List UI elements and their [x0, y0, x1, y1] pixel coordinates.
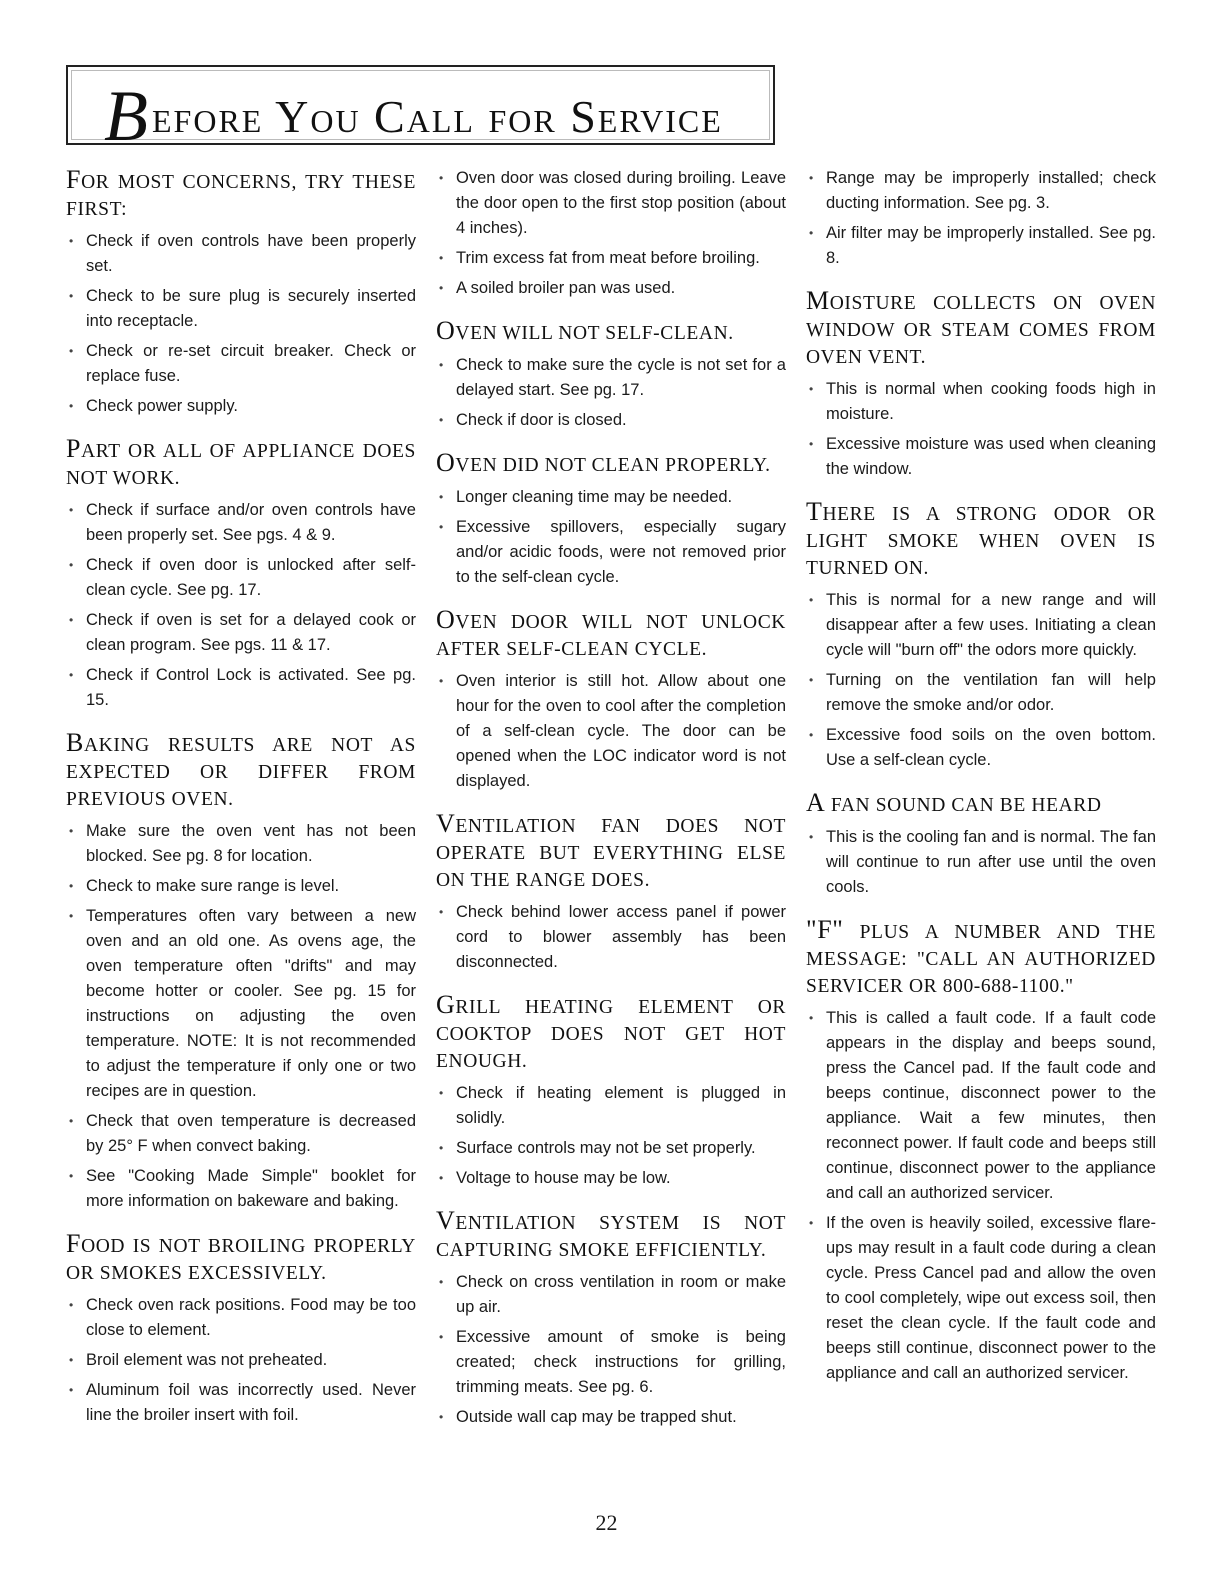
bullet-list: [436, 166, 786, 301]
trouble-section: [806, 789, 1156, 900]
list-item: • Check behind lower access panel if power cord to blower assembly has been disconnected.: [436, 900, 786, 975]
trouble-section: [436, 810, 786, 975]
section-heading: MOISTURE COLLECTS ON OVEN WINDOW OR STEAM COMES FROM OVEN VENT.: [806, 286, 1156, 368]
section-heading: OVEN WILL NOT SELF-CLEAN.: [436, 316, 734, 345]
section-heading: BAKING RESULTS ARE NOT AS EXPECTED OR DIFFER FROM PREVIOUS OVEN.: [66, 728, 416, 810]
bullet-list: [436, 1081, 786, 1191]
list-item: • Range may be improperly installed; check ducting information. See pg. 3.: [806, 166, 1156, 216]
bullet-list: [806, 588, 1156, 773]
list-item: • Check if heating element is plugged in solidly.: [436, 1081, 786, 1131]
bullet-list: [66, 498, 416, 713]
column-1: [66, 166, 416, 1444]
list-item: • This is normal for a new range and will disappear after a few uses. Initiating a clean cycle will "burn off" the odors more quickly.: [806, 588, 1156, 663]
list-item: • Surface controls may not be set properly.: [436, 1136, 786, 1161]
list-item: • Check that oven temperature is decreased by 25° F when convect baking.: [66, 1109, 416, 1159]
trouble-section: [66, 729, 416, 1214]
list-item: • Make sure the oven vent has not been blocked. See pg. 8 for location.: [66, 819, 416, 869]
section-heading: VENTILATION FAN DOES NOT OPERATE BUT EVERYTHING ELSE ON THE RANGE DOES.: [436, 809, 786, 891]
bullet-list: [806, 377, 1156, 482]
trouble-section: [436, 606, 786, 794]
page-number: 22: [595, 1510, 618, 1535]
trouble-section: [806, 498, 1156, 773]
section-heading: FOR MOST CONCERNS, TRY THESE FIRST:: [66, 165, 416, 220]
list-item: • Turning on the ventilation fan will help remove the smoke and/or odor.: [806, 668, 1156, 718]
trouble-section: [806, 166, 1156, 271]
bullet-list: [436, 900, 786, 975]
list-item: • Check to be sure plug is securely inserted into receptacle.: [66, 284, 416, 334]
list-item: • Oven door was closed during broiling. Leave the door open to the first stop position (about 4 inches).: [436, 166, 786, 241]
bullet-list: [66, 229, 416, 419]
section-heading: OVEN DOOR WILL NOT UNLOCK AFTER SELF-CLEAN CYCLE.: [436, 605, 786, 660]
section-heading: VENTILATION SYSTEM IS NOT CAPTURING SMOKE EFFICIENTLY.: [436, 1206, 786, 1261]
trouble-section: [436, 449, 786, 590]
bullet-list: [436, 669, 786, 794]
list-item: • Check power supply.: [66, 394, 416, 419]
bullet-list: [436, 1270, 786, 1430]
list-item: • Air filter may be improperly installed. See pg. 8.: [806, 221, 1156, 271]
list-item: • Excessive moisture was used when cleaning the window.: [806, 432, 1156, 482]
list-item: • See "Cooking Made Simple" booklet for more information on bakeware and baking.: [66, 1164, 416, 1214]
column-3: [806, 166, 1156, 1402]
list-item: • Check if Control Lock is activated. See pg. 15.: [66, 663, 416, 713]
section-heading: "F" PLUS A NUMBER AND THE MESSAGE: "CALL AN AUTHORIZED SERVICER OR 800-688-1100.": [806, 915, 1156, 997]
list-item: • Check if oven controls have been properly set.: [66, 229, 416, 279]
section-heading: THERE IS A STRONG ODOR OR LIGHT SMOKE WHEN OVEN IS TURNED ON.: [806, 497, 1156, 579]
title-drop-cap: B: [104, 76, 150, 156]
list-item: • Aluminum foil was incorrectly used. Never line the broiler insert with foil.: [66, 1378, 416, 1428]
list-item: • This is called a fault code. If a fault code appears in the display and beeps sound, press the Cancel pad. If the fault code and beeps continue, disconnect power to the appliance. Wait a few minutes, then reconnect power. If fault code and beeps still continue, disconnect power to the appliance and call an authorized servicer.: [806, 1006, 1156, 1206]
list-item: • Voltage to house may be low.: [436, 1166, 786, 1191]
bullet-list: [806, 825, 1156, 900]
bullet-list: [806, 166, 1156, 271]
list-item: • Check if door is closed.: [436, 408, 786, 433]
list-item: • Excessive food soils on the oven bottom. Use a self-clean cycle.: [806, 723, 1156, 773]
column-2: [436, 166, 786, 1446]
list-item: • Check to make sure the cycle is not set for a delayed start. See pg. 17.: [436, 353, 786, 403]
list-item: • This is the cooling fan and is normal. The fan will continue to run after use until the oven cools.: [806, 825, 1156, 900]
trouble-section: [436, 317, 786, 433]
trouble-section: [66, 166, 416, 419]
bullet-list: [436, 485, 786, 590]
list-item: • Excessive amount of smoke is being created; check instructions for grilling, trimming meats. See pg. 6.: [436, 1325, 786, 1400]
list-item: • Check oven rack positions. Food may be too close to element.: [66, 1293, 416, 1343]
trouble-section: [66, 1230, 416, 1428]
list-item: • Oven interior is still hot. Allow about one hour for the oven to cool after the completion of a self-clean cycle. The door can be opened when the LOC indicator word is not displayed.: [436, 669, 786, 794]
list-item: • Check if oven door is unlocked after self-clean cycle. See pg. 17.: [66, 553, 416, 603]
list-item: • Trim excess fat from meat before broiling.: [436, 246, 786, 271]
section-heading: OVEN DID NOT CLEAN PROPERLY.: [436, 448, 771, 477]
list-item: • Longer cleaning time may be needed.: [436, 485, 786, 510]
list-item: • Excessive spillovers, especially sugary and/or acidic foods, were not removed prior to the self-clean cycle.: [436, 515, 786, 590]
bullet-list: [806, 1006, 1156, 1386]
list-item: • Check or re-set circuit breaker. Check or replace fuse.: [66, 339, 416, 389]
trouble-section: [806, 916, 1156, 1386]
trouble-section: [436, 166, 786, 301]
list-item: • Check if oven is set for a delayed cook or clean program. See pgs. 11 & 17.: [66, 608, 416, 658]
list-item: • Check on cross ventilation in room or make up air.: [436, 1270, 786, 1320]
trouble-section: [806, 287, 1156, 482]
list-item: • Check if surface and/or oven controls have been properly set. See pgs. 4 & 9.: [66, 498, 416, 548]
list-item: • Outside wall cap may be trapped shut.: [436, 1405, 786, 1430]
list-item: • Broil element was not preheated.: [66, 1348, 416, 1373]
list-item: • This is normal when cooking foods high in moisture.: [806, 377, 1156, 427]
title-rest: efore You Call for Service: [151, 91, 723, 142]
bullet-list: [66, 819, 416, 1214]
list-item: • A soiled broiler pan was used.: [436, 276, 786, 301]
page-title: [104, 75, 723, 158]
bullet-list: [436, 353, 786, 433]
section-heading: A FAN SOUND CAN BE HEARD: [806, 788, 1102, 817]
list-item: • Temperatures often vary between a new oven and an old one. As ovens age, the oven temperature often "drifts" and may become hotter or cooler. See pg. 15 for instructions on adjusting the oven temperature. NOTE: It is not recommended to adjust the temperature if only one or two recipes are in question.: [66, 904, 416, 1104]
trouble-section: [66, 435, 416, 713]
section-heading: FOOD IS NOT BROILING PROPERLY OR SMOKES EXCESSIVELY.: [66, 1229, 416, 1284]
list-item: • Check to make sure range is level.: [66, 874, 416, 899]
trouble-section: [436, 1207, 786, 1430]
title-banner: [66, 65, 775, 156]
list-item: • If the oven is heavily soiled, excessive flare-ups may result in a fault code during a clean cycle. Press Cancel pad and allow the oven to cool completely, wipe out excess soil, then reset the clean cycle. If the fault code and beeps still continue, disconnect power to the appliance and call an authorized servicer.: [806, 1211, 1156, 1386]
bullet-list: [66, 1293, 416, 1428]
section-heading: PART OR ALL OF APPLIANCE DOES NOT WORK.: [66, 434, 416, 489]
section-heading: GRILL HEATING ELEMENT OR COOKTOP DOES NOT GET HOT ENOUGH.: [436, 990, 786, 1072]
trouble-section: [436, 991, 786, 1191]
